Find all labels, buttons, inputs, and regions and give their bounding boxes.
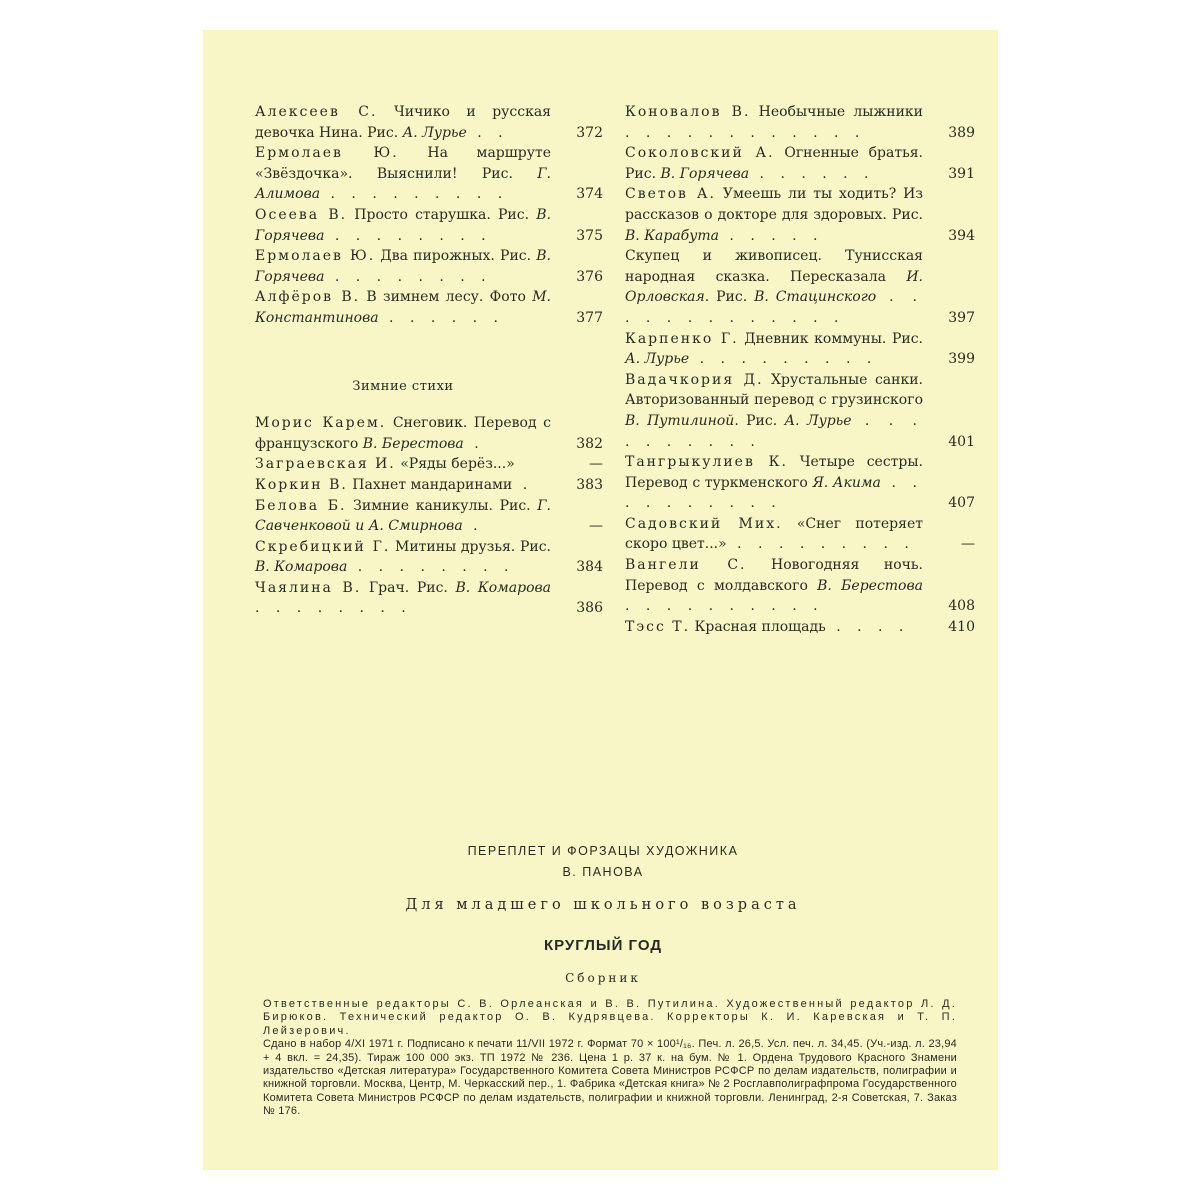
- toc-entry-text: . Рис.: [704, 289, 755, 306]
- toc-entry-illustrator: В. Горячева: [255, 206, 551, 244]
- toc-entry-text: Снеговик. Перевод с французского: [255, 415, 551, 452]
- toc-entries-group-2: [255, 413, 603, 619]
- toc-entry-page: 382: [576, 435, 603, 452]
- toc-entry-author: Скребицкий Г.: [255, 538, 391, 555]
- toc-entry: [255, 246, 603, 287]
- toc-entry-title: [255, 578, 603, 619]
- toc-entry-leader: . . . . . . . .: [324, 268, 492, 285]
- toc-entry-leader: .: [512, 476, 534, 493]
- toc-entry-text: Хрустальные санки. Авторизованный перевод с грузинского: [625, 371, 924, 409]
- toc-entry-illustrator: А. Лурье: [402, 124, 467, 141]
- toc-entry: [255, 537, 603, 578]
- toc-entry-title: [625, 143, 975, 184]
- toc-entry-illustrator: В. Горячева: [255, 248, 551, 285]
- toc-entry-author: Вангели С.: [625, 557, 747, 574]
- toc-entry-page: 376: [576, 268, 603, 285]
- toc-entry-leader: . . . . . . . . . .: [625, 412, 923, 450]
- toc-entry-page: 377: [576, 309, 603, 326]
- binding-artist: В. ПАНОВА: [562, 865, 644, 879]
- toc-entry-title: [625, 184, 975, 246]
- toc-entry-title: [255, 246, 603, 287]
- toc-entry-text: «Снег потеряет скоро цвет...»: [625, 515, 923, 553]
- toc-entry: [625, 617, 975, 638]
- toc-right-column: [625, 102, 975, 637]
- toc-entry-author: Алфёров В.: [255, 289, 361, 306]
- toc-entry-illustrator: Я. Акима: [812, 474, 881, 491]
- toc-entry-leader: . . . . . . . .: [324, 227, 492, 244]
- toc-entry-author: Вадачкория Д.: [625, 371, 764, 388]
- toc-entry-page: —: [589, 518, 603, 535]
- book-subtitle: Сборник: [565, 971, 641, 985]
- toc-entry-title: [625, 514, 975, 555]
- toc-entry-text: Новогодняя ночь. Перевод с молдавского: [625, 557, 923, 594]
- toc-entry-illustrator: В. Берестова: [817, 577, 923, 594]
- toc-entry: [625, 246, 975, 328]
- toc-entry-text: Скупец и живописец. Тунисская народная сказка. Пересказала: [625, 248, 923, 285]
- toc-entry-illustrator: В. Стацинского: [754, 289, 877, 306]
- toc-entry-title: [625, 246, 975, 328]
- toc-entry-title: [255, 143, 603, 205]
- toc-entry-illustrator: В. Берестова: [362, 435, 464, 452]
- imprint-editors: Ответственные редакторы С. В. Орлеанская и В. В. Путилина. Художественный редактор Л. Д. Бирюков. Технический редактор О. В. Кудрявцева. Корректоры К. И. Каревская и Т. П. Лейзерович.: [263, 998, 957, 1037]
- toc-entry-author: Ермолаев Ю.: [255, 248, 376, 265]
- section-title: Зимние стихи: [352, 378, 454, 394]
- toc-entry: [255, 454, 603, 475]
- toc-entry-text: Чичико и русская девочка Нина. Рис.: [255, 104, 551, 141]
- toc-entry-page: 397: [948, 309, 975, 326]
- toc-entry-leader: . . . . . . . . .: [320, 186, 509, 203]
- toc-entry-text: Зимние каникулы. Рис.: [346, 497, 538, 514]
- toc-entry-page: 372: [576, 124, 603, 141]
- toc-entry-page: 407: [948, 495, 975, 512]
- toc-entry-author: Светов А.: [625, 186, 716, 203]
- toc-entry-illustrator: В. Комарова: [255, 559, 348, 576]
- toc-entry-page: —: [961, 536, 975, 553]
- toc-entry-text: Просто старушка. Рис.: [347, 206, 537, 223]
- toc-entry-illustrator: Г. Алимова: [255, 165, 551, 203]
- toc-entry: [255, 475, 603, 496]
- toc-entry-title: [255, 205, 603, 246]
- toc-entry-author: Алексеев С.: [255, 104, 378, 120]
- document-page: [203, 30, 998, 1170]
- book-title: КРУГЛЫЙ ГОД: [543, 937, 663, 954]
- toc-entry-author: Коновалов В.: [625, 104, 751, 120]
- toc-entry-author: Чаялина В.: [255, 579, 362, 596]
- toc-entry: [255, 143, 603, 205]
- toc-entry-illustrator: В. Комарова: [455, 579, 551, 596]
- toc-entry-leader: . . . . . . . . . .: [625, 598, 824, 615]
- toc-entry-leader: . . . . . . . . . .: [625, 474, 923, 512]
- toc-entry: [255, 205, 603, 246]
- toc-entry: [625, 452, 975, 514]
- toc-entry-illustrator: М. Константинова: [255, 289, 551, 326]
- toc-entry-leader: .: [463, 435, 485, 452]
- toc-entry-page: 389: [948, 124, 975, 141]
- toc-entry-author: Коркин В.: [255, 476, 348, 493]
- toc-entry-page: 383: [576, 476, 603, 493]
- toc-entry-author: Морис Карем.: [255, 415, 387, 432]
- toc-entries-group-3: [625, 102, 975, 637]
- toc-entry: [625, 184, 975, 246]
- toc-entry-text: Умеешь ли ты ходить? Из рассказов о докторе для здоровых. Рис.: [625, 186, 923, 223]
- binding-credit: ПЕРЕПЛЕТ И ФОРЗАЦЫ ХУДОЖНИКА: [467, 844, 739, 858]
- toc-entry-title: [625, 370, 975, 452]
- toc-entry-author: Осеева В.: [255, 206, 348, 223]
- toc-entry-author: Садовский Мих.: [625, 515, 783, 532]
- imprint-details: Сдано в набор 4/XI 1971 г. Подписано к печати 11/VII 1972 г. Формат 70 × 100¹/₁₆. Печ. л. 26,5. Усл. печ. л. 34,45. (Уч.-изд. л. 23,94 + 4 вкл. = 24,35). Тираж 100 000 экз. ТП 1972 № 236. Цена 1 р. 37 к. на бум. № 1. Ордена Трудового Красного Знамени издательство «Детская литература» Государственного Комитета Совета Министров РСФСР по делам издательств, полиграфии и книжной торговли. Москва, Центр, М. Черкасский пер., 1. Фабрика «Детская книга» № 2 Росглавполиграфпрома Государственного Комитета Совета Министров РСФСР по делам издательств, полиграфии и книжной торговли. Ленинград, 2-я Советская, 7. Заказ № 176.: [263, 1038, 957, 1118]
- toc-entry-leader: . . . . . . . . .: [689, 351, 878, 368]
- toc-entry: [625, 555, 975, 617]
- toc-entry-leader: . . . . . . . . . . . . .: [625, 289, 923, 326]
- toc-entry-author: Белова Б.: [255, 497, 347, 514]
- toc-entry-text: Грач. Рис.: [361, 579, 456, 596]
- toc-entry-leader: . . . . . . . .: [255, 600, 412, 617]
- toc-entry-leader: . . . . . . . . .: [726, 536, 915, 553]
- toc-entry-page: 399: [948, 351, 975, 368]
- toc-entry-text: Необычные лыжники: [750, 104, 923, 120]
- toc-entry-leader: . . . . . . . . . . . .: [625, 124, 866, 141]
- toc-entry-text: Два пирожных. Рис.: [375, 248, 537, 265]
- toc-entry-leader: . . . . .: [718, 227, 824, 244]
- toc-entry-text: . Рис.: [734, 412, 785, 429]
- toc-entry: [255, 496, 603, 537]
- toc-entry-text: В зимнем лесу. Фото: [360, 289, 533, 306]
- toc-entry-title: [255, 287, 603, 328]
- toc-entry-illustrator: В. Горячева: [660, 165, 750, 182]
- toc-entry: [625, 514, 975, 555]
- toc-entry-page: 391: [948, 165, 975, 182]
- toc-entry-text: Пахнет мандаринами: [347, 476, 513, 493]
- toc-entry-leader: . .: [466, 124, 509, 141]
- toc-entry-author: Тэсс Т.: [625, 618, 691, 635]
- toc-entry-illustrator: И. Орловская: [625, 268, 923, 306]
- toc-entry-text: «Ряды берёз...»: [395, 456, 515, 473]
- toc-entry-page: 410: [948, 618, 975, 635]
- toc-entry-title: [625, 452, 975, 514]
- toc-entry-title: [625, 555, 975, 617]
- toc-entry-title: [625, 329, 975, 370]
- toc-entry-page: 374: [576, 186, 603, 203]
- toc-entry-page: 386: [576, 600, 603, 617]
- toc-entry-page: 384: [576, 559, 603, 576]
- toc-entry-page: 394: [948, 227, 975, 244]
- toc-entry-author: Карпенко Г.: [625, 330, 739, 347]
- toc-entry-leader: . . . . . . . .: [347, 559, 515, 576]
- toc-entry-text: Красная площадь: [690, 618, 826, 635]
- toc-entry-illustrator: А. Лурье: [625, 351, 690, 368]
- toc-entry-page: 401: [948, 433, 975, 450]
- toc-entry-illustrator: А. Лурье: [784, 412, 852, 429]
- toc-entry-text: Митины друзья. Рис.: [390, 538, 551, 555]
- toc-entry-title: [255, 496, 603, 537]
- toc-entry-author: Ермолаев Ю.: [255, 145, 399, 162]
- toc-entry-page: 408: [948, 598, 975, 615]
- toc-entry-title: [255, 413, 603, 454]
- toc-entry: [625, 370, 975, 452]
- toc-entry-illustrator: В. Путилиной: [625, 412, 735, 429]
- toc-entry: [255, 102, 603, 143]
- toc-entry-text: Огненные братья. Рис.: [625, 145, 924, 182]
- toc-entry-author: Тангрыкулиев К.: [625, 454, 788, 471]
- toc-entry-title: [255, 102, 603, 143]
- toc-entry: [625, 102, 975, 143]
- toc-entry: [255, 287, 603, 328]
- toc-entry-illustrator: Г. Савченковой и А. Смирнова: [255, 497, 552, 535]
- toc-entry-text: Четыре сестры. Перевод с туркменского: [625, 454, 923, 491]
- toc-entry-author: Соколовский А.: [625, 145, 775, 162]
- toc-entry-title: [625, 617, 975, 638]
- toc-entry: [255, 578, 603, 619]
- toc-left-column: [255, 102, 603, 619]
- toc-entry-page: 375: [576, 227, 603, 244]
- toc-entry-illustrator: В. Карабута: [625, 227, 719, 244]
- imprint-block: [263, 998, 957, 1119]
- toc-entry-leader: . . . . . .: [378, 309, 505, 326]
- toc-entry: [625, 329, 975, 370]
- toc-entry-leader: . . . .: [825, 618, 910, 635]
- toc-entry-page: —: [589, 456, 603, 473]
- toc-entry: [625, 143, 975, 184]
- toc-entry-leader: .: [462, 518, 484, 535]
- toc-entry-text: На маршруте «Звёздочка». Выяснили! Рис.: [255, 145, 552, 182]
- toc-entry-title: [255, 537, 603, 578]
- toc-entry-leader: . . . . . .: [749, 165, 875, 182]
- toc-entry-author: Заграевская И.: [255, 456, 396, 473]
- toc-entries-group-1: [255, 102, 603, 329]
- toc-entry-title: [255, 454, 603, 475]
- toc-entry-title: [625, 102, 975, 143]
- toc-entry-text: Дневник коммуны. Рис.: [738, 330, 923, 347]
- toc-entry: [255, 413, 603, 454]
- age-note: Для младшего школьного возраста: [405, 897, 801, 913]
- toc-entry-title: [255, 475, 603, 496]
